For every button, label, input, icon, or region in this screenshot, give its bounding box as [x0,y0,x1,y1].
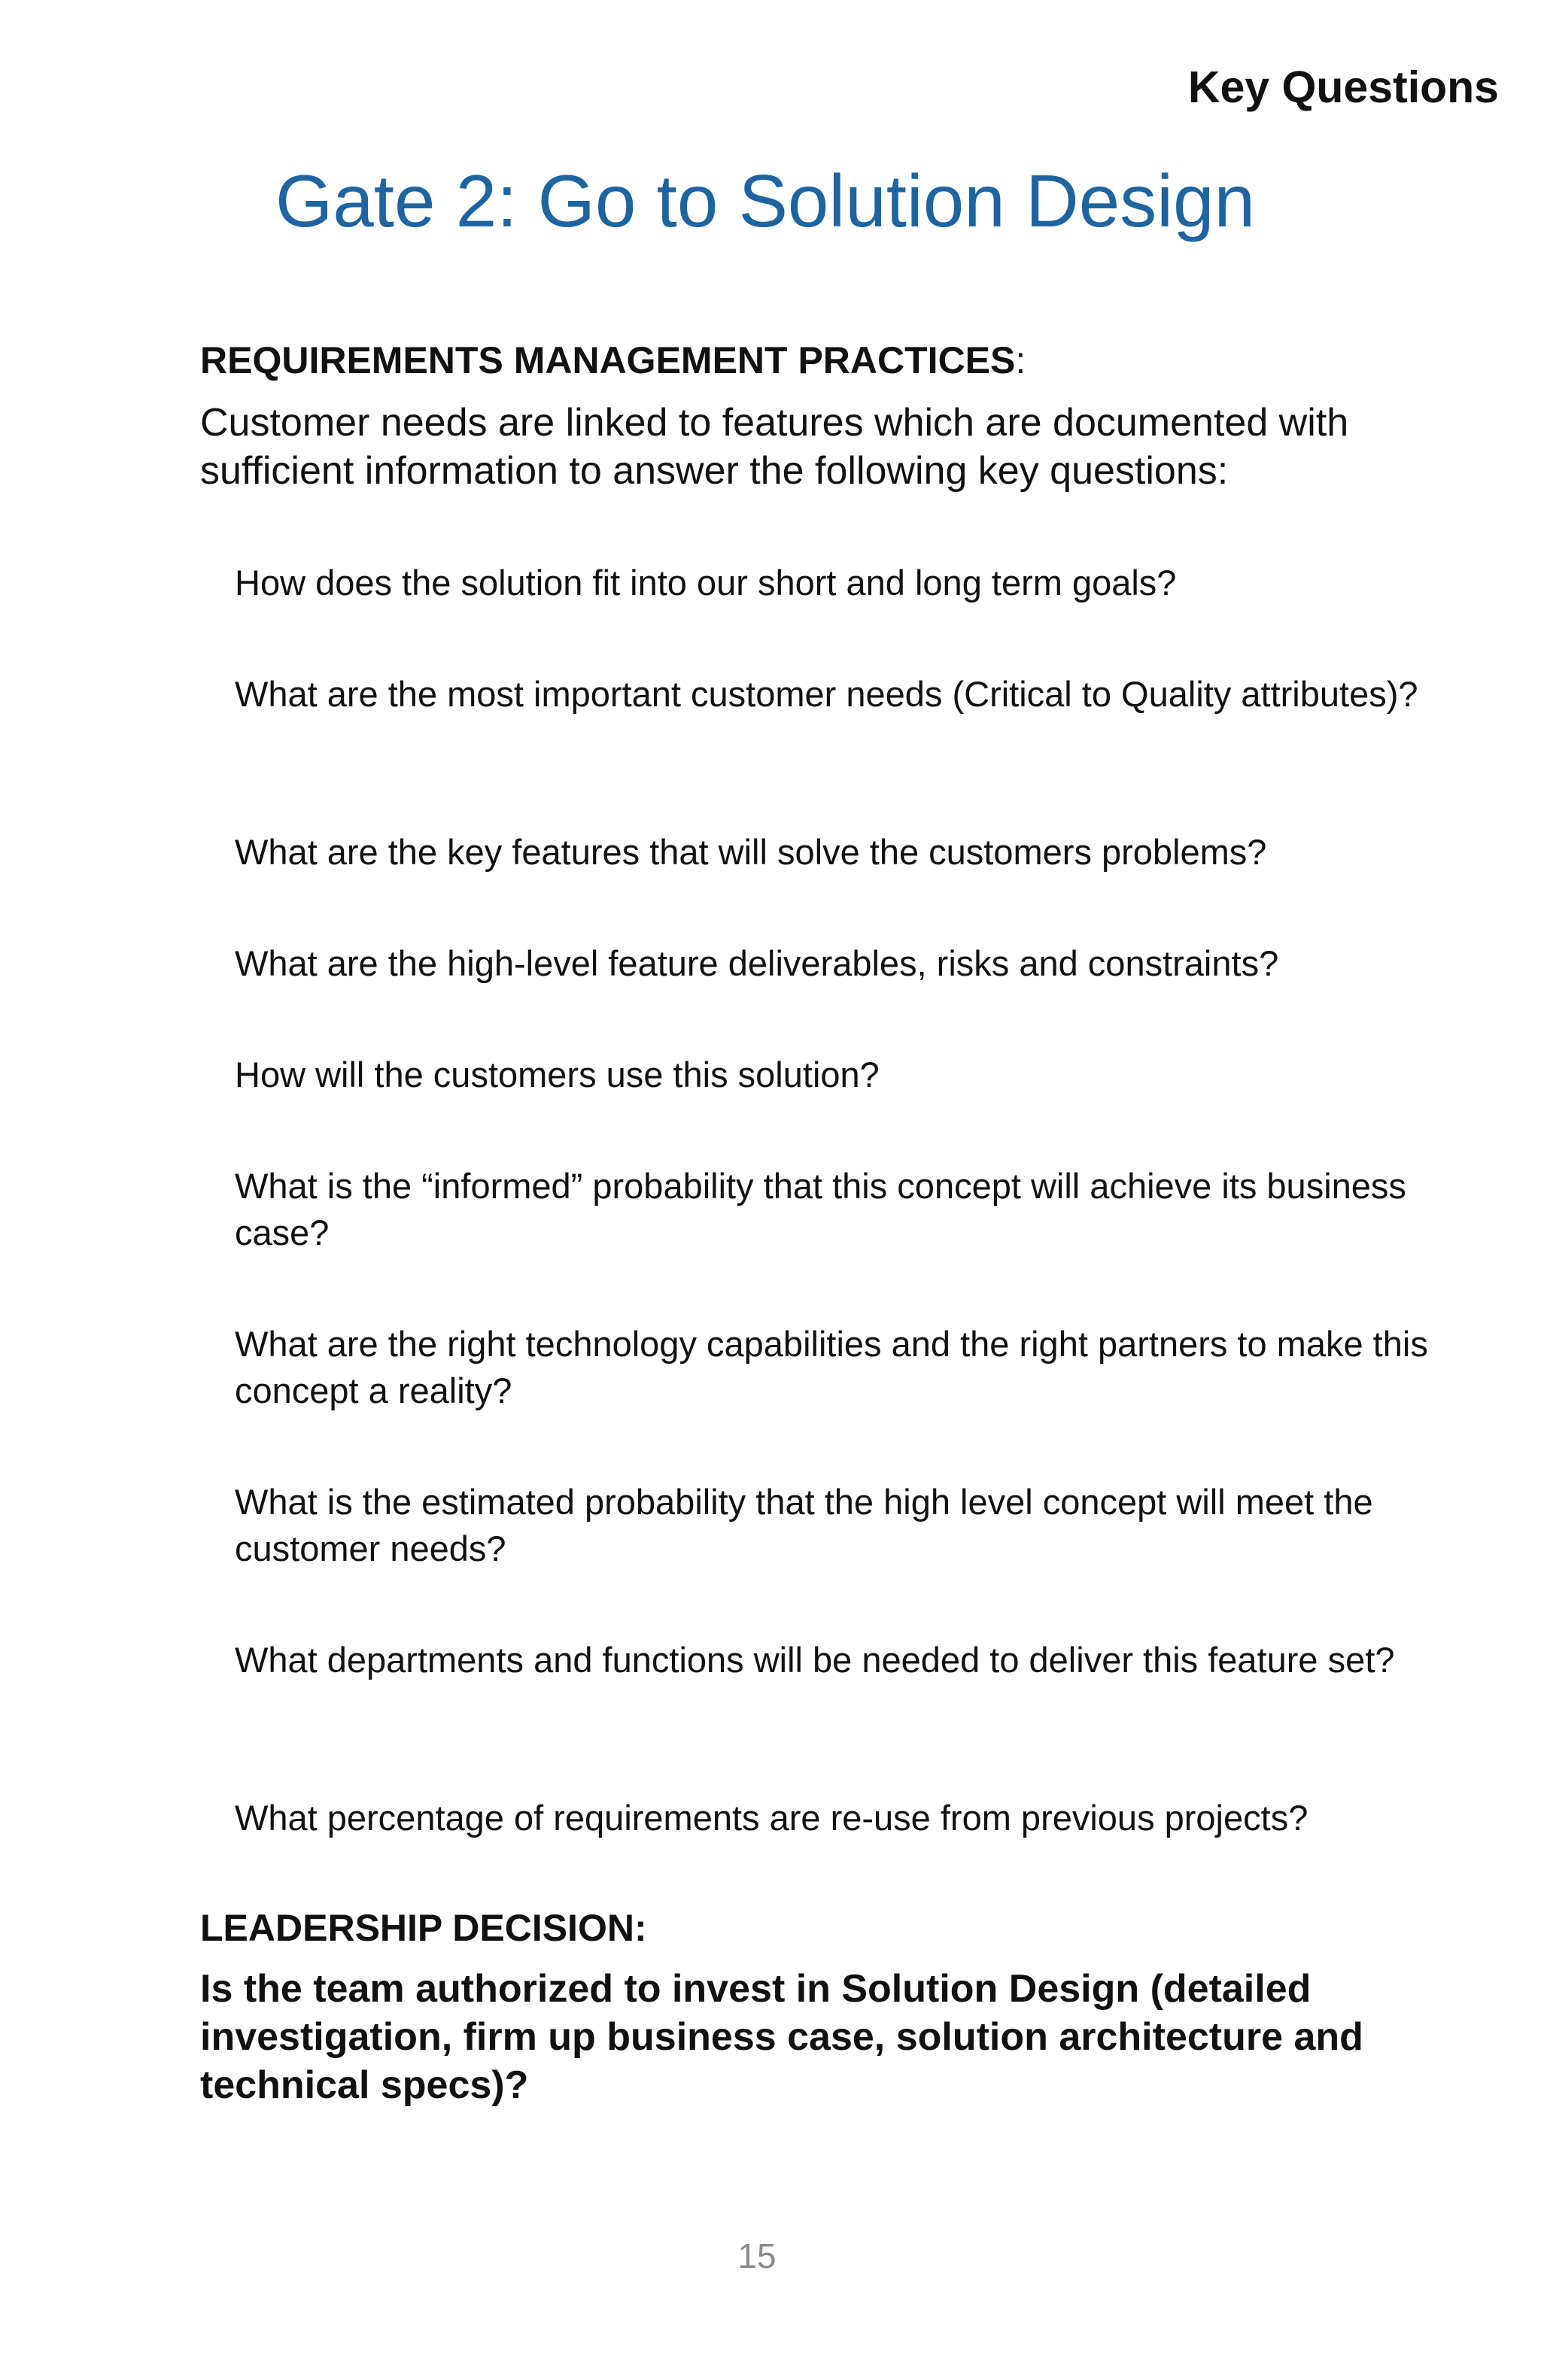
leadership-decision-question: Is the team authorized to invest in Solution Design (detailed investigation, firm up business case, solution architecture and technical specs)? [200,1967,1363,2107]
requirements-heading-text: REQUIREMENTS MANAGEMENT PRACTICES [200,339,1016,381]
question-item: What percentage of requirements are re-use from previous projects? [235,1798,1308,1838]
question-item: What are the right technology capabilities and the right partners to make this concept a reality? [235,1324,1428,1410]
question-item: What are the most important customer needs (Critical to Quality attributes)? [235,674,1418,714]
leadership-heading: LEADERSHIP DECISION: [200,1907,647,1949]
requirements-heading [200,338,1026,382]
question-item: How will the customers use this solution? [235,1055,880,1094]
question-item: What are the key features that will solve the customers problems? [235,832,1267,872]
requirements-intro: Customer needs are linked to features which are documented with sufficient information to answer the following key questions: [200,401,1349,493]
question-item: What are the high-level feature deliverables, risks and constraints? [235,943,1279,983]
page-title: Gate 2: Go to Solution Design [275,159,1255,242]
page-number: 15 [737,2236,777,2275]
requirements-heading-colon: : [1015,339,1026,381]
question-item: What departments and functions will be needed to deliver this feature set? [235,1640,1395,1680]
section-header-label: Key Questions [1187,62,1499,112]
question-item: How does the solution fit into our short and long term goals? [235,563,1177,603]
question-item: What is the “informed” probability that this concept will achieve its business case? [235,1166,1406,1252]
question-item: What is the estimated probability that the high level concept will meet the customer needs? [235,1482,1373,1568]
